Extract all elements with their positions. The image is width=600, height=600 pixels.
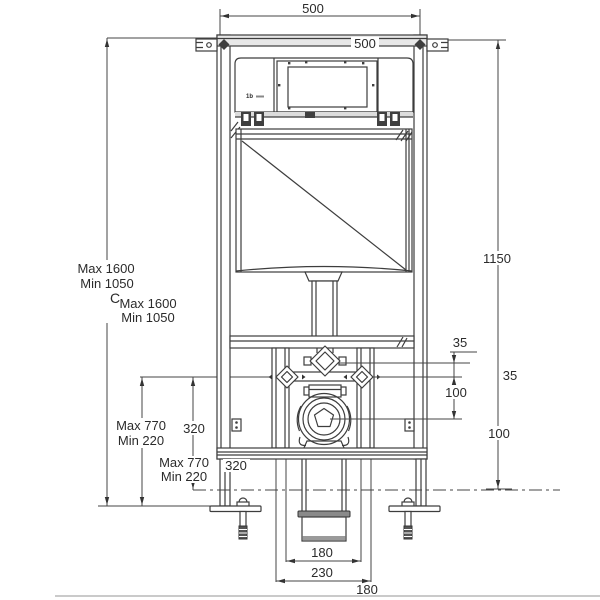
dim-label-320-a: 320 <box>183 421 205 436</box>
dim-label-180-a: 180 <box>311 545 333 560</box>
dim-label-outlet-min-2: Min 220 <box>160 469 208 484</box>
upper-band <box>230 336 414 348</box>
floor-bolt-left <box>239 512 247 540</box>
dim-label-100-inner: 100 <box>445 385 467 400</box>
leg-lines <box>225 459 421 506</box>
frame-foot-left <box>210 506 261 512</box>
housing-outline <box>235 58 413 112</box>
floor-bolt-right <box>404 512 412 540</box>
flush-pipe-collar <box>305 272 342 281</box>
brand-mark: 1b <box>246 94 254 100</box>
bracket-hole <box>207 43 212 48</box>
collar-tab-right <box>341 387 346 395</box>
cistern-body <box>236 129 412 272</box>
dim-label-outlet-min-1: Min 220 <box>117 433 165 448</box>
dim-label-width-top: 500 <box>302 1 324 16</box>
dim-label-install-min-2: Min 1050 <box>121 310 175 325</box>
dim-label-1150: 1150 <box>483 251 511 266</box>
bracket-hole <box>433 43 438 48</box>
dim-label-100-outer: 100 <box>488 426 510 441</box>
dim-label-outlet-max-2: Max 770 <box>159 455 209 470</box>
wall-bracket-right <box>415 39 449 51</box>
wall-bracket-left <box>196 39 230 51</box>
lower-assembly <box>217 336 427 459</box>
top-crossbar <box>217 35 427 46</box>
dim-label-230: 230 <box>311 565 333 580</box>
flush-unit-housing <box>231 58 413 138</box>
cistern <box>236 129 412 337</box>
dim-label-320-b: 320 <box>225 458 247 473</box>
drain-pipe-walls <box>302 459 346 511</box>
frame-foot-right <box>389 506 440 512</box>
dim-label-35-inner: 35 <box>452 335 468 350</box>
dim-label-180-b: 180 <box>356 582 378 597</box>
dim-label-outlet-max-1: Max 770 <box>116 418 166 433</box>
collar-tab-left <box>304 387 309 395</box>
outlet-bore <box>315 409 334 427</box>
dim-label-install-max-1: Max 1600 <box>77 261 135 276</box>
rail-clip-left <box>232 419 241 431</box>
outlet-connector <box>304 385 346 397</box>
left-upright <box>272 348 289 448</box>
dim-label-install-max-2: Max 1600 <box>119 296 177 311</box>
bottom-band <box>217 448 427 459</box>
dim-label-35-outer: 35 <box>502 368 518 383</box>
dim-label-install-min-1: Min 1050 <box>80 276 134 291</box>
dim-label-c: C <box>109 290 121 306</box>
drain-bucket <box>298 511 350 541</box>
frame-left-rail <box>217 35 230 459</box>
dim-label-width-inner: 500 <box>354 36 376 51</box>
rail-clip-right <box>405 419 414 431</box>
waste-outlet <box>297 394 351 451</box>
frame-right-rail <box>414 35 427 459</box>
